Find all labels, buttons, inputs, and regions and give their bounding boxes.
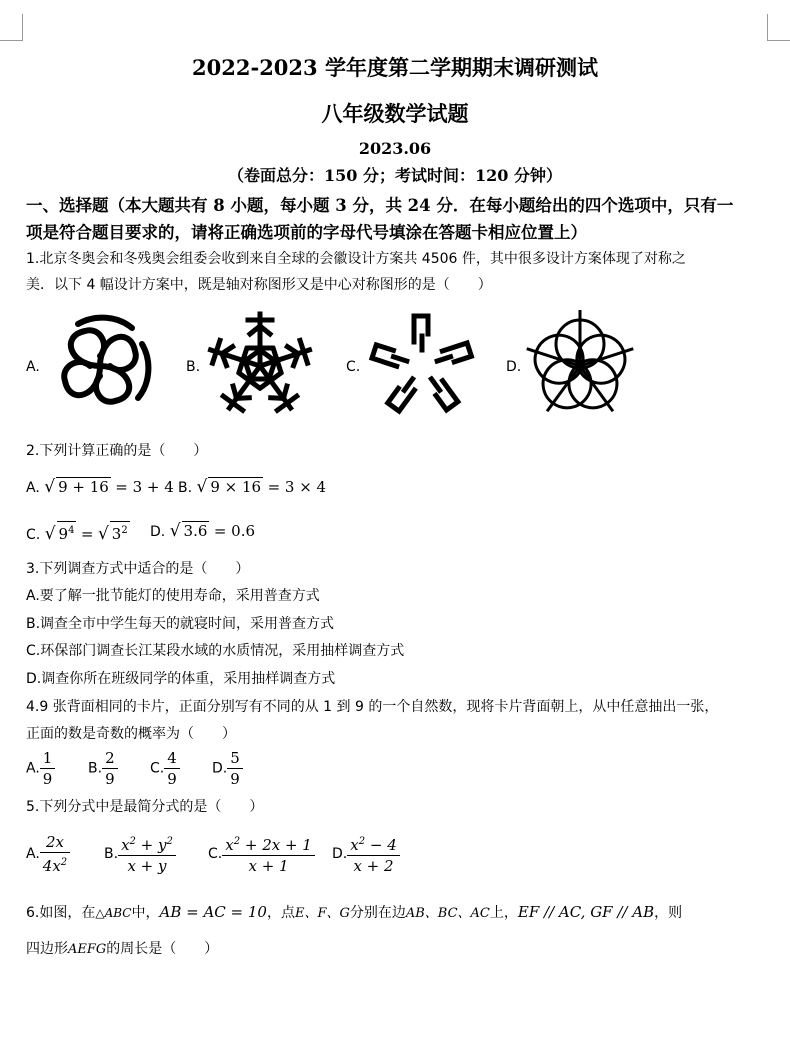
q4-option-d-denominator: 9	[230, 770, 240, 788]
q3-option-c: C.环保部门调查长江某段水域的水质情况，采用抽样调查方式	[26, 643, 405, 659]
q4-option-d-numerator: 5	[227, 748, 243, 769]
q2-option-a-rhs: = 3 + 4	[115, 478, 174, 496]
q4-option-a	[26, 748, 55, 789]
q1-stem-line1: 1.北京冬奥会和冬残奥会组委会收到来自全球的会徽设计方案共 4506 件，其中很多设计方案体现了对称之	[26, 251, 686, 267]
q4-stem-line2: 正面的数是奇数的概率为（ ）	[26, 726, 236, 742]
q5-stem: 5.下列分式中是最简分式的是（ ）	[26, 799, 264, 815]
q1-stem-line2: 美．以下 4 幅设计方案中，既是轴对称图形又是中心对称图形的是（ ）	[26, 277, 492, 293]
exam-subject: 八年级数学试题	[321, 101, 469, 126]
q6-quadrilateral: AEFG	[68, 942, 107, 957]
section1-heading-line2: 项是符合题目要求的，请将正确选项前的字母代号填涂在答题卡相应位置上）	[26, 223, 587, 242]
q2-option-c-base2: 3	[111, 525, 122, 543]
q2-option-b	[178, 477, 326, 497]
q2-option-d-radicand: 3.6	[183, 522, 208, 540]
crop-mark-top-right	[767, 14, 790, 41]
q1-emblem-c-figure	[362, 306, 482, 426]
q2-option-d-label: D.	[150, 524, 166, 540]
q3-option-d: D.调查你所在班级同学的体重，采用抽样调查方式	[26, 671, 336, 687]
q5-option-b	[104, 832, 176, 876]
q2-option-c-exp2: 2	[121, 525, 128, 536]
exam-date: 2023.06	[358, 139, 432, 158]
sqrt-sign: √	[44, 524, 56, 544]
q4-option-a-label: A.	[26, 760, 40, 777]
q5-option-b-exp-x: 2	[129, 836, 136, 847]
q6-triangle: △ABC	[95, 906, 132, 920]
q1-option-c-label: C.	[346, 359, 361, 375]
q5-option-b-num-x: x	[121, 836, 130, 854]
q2-option-c-radicand1	[57, 521, 77, 543]
q1-option-d-label: D.	[506, 359, 522, 375]
q1-emblem-d-figure	[520, 306, 640, 426]
q4-option-c-label: C.	[150, 760, 165, 777]
q5-option-c-numerator	[222, 832, 315, 856]
q2-stem: 2.下列计算正确的是（ ）	[26, 443, 208, 459]
q2-option-a-radicand: 9 + 16	[58, 478, 109, 496]
q2-option-d	[150, 521, 255, 541]
q5-option-d-exp: 2	[358, 836, 366, 847]
q6-text-3: ，点	[266, 905, 295, 921]
q2-option-b-rhs: = 3 × 4	[267, 478, 327, 496]
q4-option-b-denominator: 9	[105, 770, 115, 788]
q5-option-d-denominator: x + 2	[353, 857, 394, 875]
q3-option-b: B.调查全市中学生每天的就寝时间，采用普查方式	[26, 616, 335, 632]
section1-heading-line1: 一、选择题（本大题共有 8 小题，每小题 3 分，共 24 分．在每小题给出的四个选项中，只有一	[26, 196, 734, 215]
q5-option-a-numerator: 2x	[40, 832, 70, 853]
q4-option-c	[150, 748, 180, 789]
q2-option-c-radicand2	[110, 521, 130, 543]
q4-option-b-numerator: 2	[102, 748, 118, 769]
q1-option-b-label: B.	[186, 359, 201, 375]
q5-option-a-label: A.	[26, 846, 40, 862]
q2-option-c-base1: 9	[58, 525, 69, 543]
sqrt-sign: √	[169, 521, 181, 541]
q6-condition: AB = AC = 10	[159, 903, 267, 921]
q5-option-d-num-rest: − 4	[369, 836, 397, 854]
q2-option-a	[26, 477, 174, 497]
q4-option-d-label: D.	[212, 760, 228, 777]
q4-stem-line1: 4.9 张背面相同的卡片，正面分别写有不同的从 1 到 9 的一个自然数，现将卡片背面朝上，从中任意抽出一张，	[26, 699, 719, 715]
q6-text-6: ，则	[654, 905, 683, 921]
q5-option-a-den-exp: 2	[60, 857, 68, 868]
exam-info: （卷面总分：150 分；考试时间：120 分钟）	[228, 166, 562, 185]
q5-option-b-label: B.	[104, 846, 119, 862]
q6-points: E、F、G	[294, 906, 350, 921]
q6-sides: AB、BC、AC	[405, 906, 490, 921]
q5-option-b-numerator: $x^2 + y^2$	[118, 832, 176, 856]
q2-option-d-rhs: = 0.6	[213, 522, 256, 540]
q5-option-a-den-base: 4x	[42, 857, 61, 875]
q5-option-a-denominator	[40, 853, 70, 876]
q2-option-b-label: B.	[178, 480, 193, 496]
q2-option-c-label: C.	[26, 527, 41, 543]
q6-text-2: 中，	[131, 905, 160, 921]
q6-text-5: 上，	[489, 905, 518, 921]
q2-option-c	[26, 521, 130, 544]
crop-mark-top-left	[0, 14, 23, 41]
q6-text-8: 的周长是（ ）	[106, 941, 219, 957]
q6-text-1: 6.如图，在	[26, 905, 96, 921]
q5-option-c-num-rest: + 2x + 1	[244, 836, 312, 854]
q4-option-a-numerator: 1	[40, 748, 56, 769]
q5-option-b-num-y: y	[158, 836, 167, 854]
q6-text-4: 分别在边	[349, 905, 406, 921]
q6-stem-line1	[26, 902, 682, 922]
q2-option-c-equals: =	[80, 525, 94, 543]
q5-option-b-exp-y: 2	[166, 836, 173, 847]
q5-option-d-label: D.	[332, 846, 348, 862]
q3-option-a: A.要了解一批节能灯的使用寿命，采用普查方式	[26, 588, 320, 604]
q6-text-7: 四边形	[26, 941, 68, 957]
q4-option-c-numerator: 4	[164, 748, 180, 769]
q4-option-d	[212, 748, 243, 789]
q5-option-d-num-x: x	[350, 836, 359, 854]
q6-stem-line2	[26, 938, 218, 958]
q6-parallel-condition: EF // AC, GF // AB	[517, 903, 655, 921]
q5-option-a	[26, 832, 70, 876]
q2-option-b-radicand: 9 × 16	[210, 478, 262, 496]
sqrt-sign: √	[44, 477, 56, 497]
q5-option-d-numerator	[347, 832, 400, 856]
sqrt-sign: √	[196, 477, 208, 497]
q2-option-a-label: A.	[26, 480, 40, 496]
q2-option-c-exp1: 4	[68, 525, 75, 536]
q4-option-a-denominator: 9	[42, 770, 53, 788]
q1-emblem-a-figure	[40, 306, 160, 426]
q5-option-b-denominator: x + y	[127, 857, 167, 875]
sqrt-sign: √	[97, 524, 109, 544]
q5-option-c	[208, 832, 315, 876]
q4-option-b	[88, 748, 118, 789]
q1-option-a-label: A.	[26, 359, 40, 375]
q5-option-d	[332, 832, 400, 876]
q4-option-c-denominator: 9	[167, 770, 177, 788]
q1-emblem-b-figure	[200, 306, 320, 426]
q3-stem: 3.下列调查方式中适合的是（ ）	[26, 561, 250, 577]
q5-option-c-num-x: x	[225, 836, 234, 854]
exam-title: 2022-2023 学年度第二学期期末调研测试	[192, 55, 598, 80]
q5-option-c-label: C.	[208, 846, 223, 862]
q4-option-b-label: B.	[88, 760, 103, 777]
q5-option-c-exp: 2	[233, 836, 241, 847]
q5-option-c-denominator: x + 1	[248, 857, 289, 875]
